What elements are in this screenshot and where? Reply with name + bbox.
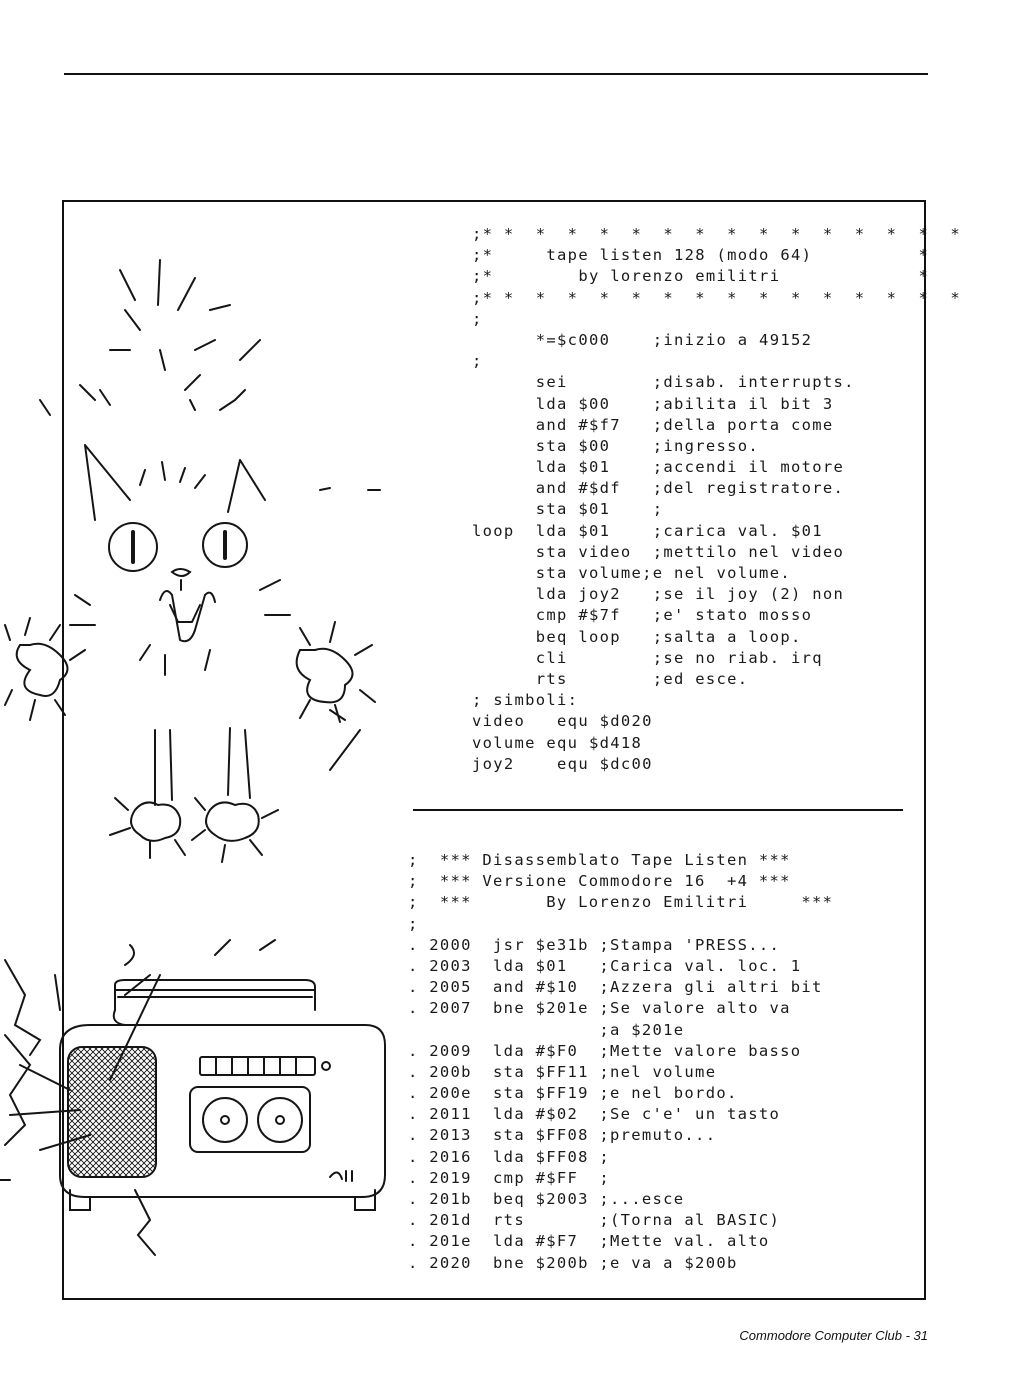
listing-line: lda $01 ;accendi il motore (472, 458, 845, 477)
section-divider (413, 809, 903, 811)
listing-line: sta $00 ;ingresso. (472, 436, 760, 455)
listing-line: ;* * * * * * * * * * * * * * * * (472, 288, 962, 307)
listing-line: . 201e lda #$F7 ;Mette val. alto (408, 1232, 770, 1251)
listing-line: joy2 equ $dc00 (472, 754, 653, 773)
listing-line: . 2016 lda $FF08 ; (408, 1147, 611, 1166)
listing-line: cli ;se no riab. irq (472, 648, 823, 667)
listing-line: . 201d rts ;(Torna al BASIC) (408, 1211, 781, 1230)
listing-line: . 2013 sta $FF08 ;premuto... (408, 1126, 717, 1145)
listing-line: lda joy2 ;se il joy (2) non (472, 585, 845, 604)
listing-line: sta volume;e nel volume. (472, 564, 791, 582)
listing-line: sei ;disab. interrupts. (472, 373, 855, 392)
listing-line: sta $01 ; (472, 500, 664, 519)
listing-line: ;* tape listen 128 (modo 64) * (472, 246, 930, 265)
listing-line: loop lda $01 ;carica val. $01 (472, 521, 823, 540)
listing-line: ;* by lorenzo emilitri * (472, 267, 930, 286)
listing-line: . 2007 bne $201e ;Se valore alto va (408, 999, 791, 1018)
listing-line: volume equ $d418 (472, 733, 643, 752)
tape-listen-128-listing (472, 224, 961, 775)
listing-line: . 200b sta $FF11 ;nel volume (408, 1062, 717, 1081)
listing-line: ; *** Versione Commodore 16 +4 *** (408, 872, 791, 891)
listing-line: sta video ;mettilo nel video (472, 542, 845, 561)
listing-line: ;a $201e (408, 1020, 685, 1039)
listing-line: and #$df ;del registratore. (472, 479, 845, 498)
listing-line: . 2019 cmp #$FF ; (408, 1168, 611, 1187)
listing-line: beq loop ;salta a loop. (472, 627, 802, 646)
c16-disassembly-listing (408, 850, 833, 1274)
listing-line: . 2005 and #$10 ;Azzera gli altri bit (408, 978, 823, 997)
listing-line: ; (472, 309, 483, 328)
listing-line: . 2000 jsr $e31b ;Stampa 'PRESS... (408, 935, 781, 954)
tape-recorder-illustration (0, 935, 400, 1295)
listing-line: ; *** Disassemblato Tape Listen *** (408, 851, 791, 869)
listing-line: lda $00 ;abilita il bit 3 (472, 394, 834, 413)
listing-line: . 200e sta $FF19 ;e nel bordo. (408, 1084, 738, 1103)
page-footer: Commodore Computer Club - 31 (739, 1328, 928, 1343)
listing-line: . 2011 lda #$02 ;Se c'e' un tasto (408, 1105, 781, 1124)
listing-line: rts ;ed esce. (472, 669, 749, 688)
listing-line: cmp #$7f ;e' stato mosso (472, 606, 813, 625)
listing-line: ; (472, 352, 483, 371)
listing-line: . 201b beq $2003 ;...esce (408, 1190, 685, 1208)
listing-line: . 2003 lda $01 ;Carica val. loc. 1 (408, 956, 802, 975)
listing-line: and #$f7 ;della porta come (472, 415, 834, 434)
listing-line: ; *** By Lorenzo Emilitri *** (408, 893, 834, 912)
listing-line: ; (408, 914, 419, 933)
listing-line: ;* * * * * * * * * * * * * * * * (472, 225, 962, 243)
listing-line: . 2020 bne $200b ;e va a $200b (408, 1253, 738, 1272)
listing-line: . 2009 lda #$F0 ;Mette valore basso (408, 1041, 802, 1060)
listing-line: ; simboli: (472, 691, 579, 710)
listing-line: *=$c000 ;inizio a 49152 (472, 330, 813, 349)
top-rule (64, 73, 928, 75)
startled-cat-illustration (0, 250, 400, 870)
listing-line: video equ $d020 (472, 712, 653, 731)
